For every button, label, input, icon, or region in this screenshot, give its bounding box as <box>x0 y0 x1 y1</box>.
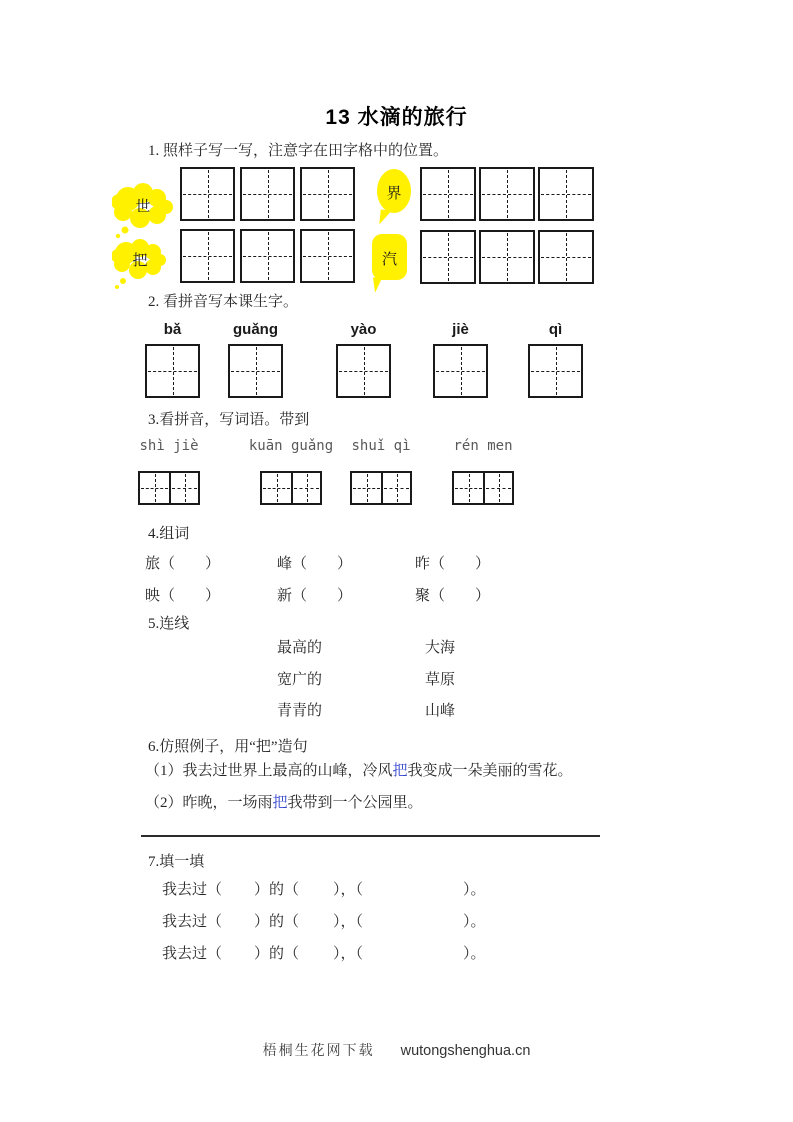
tianzige-box <box>538 230 594 284</box>
tianzige-box <box>240 229 295 283</box>
row-text: 我去过（ <box>162 914 223 930</box>
word-char: 新 <box>277 588 293 604</box>
word-box <box>138 471 200 505</box>
bubble-ba <box>112 238 168 290</box>
pinyin-label: qì <box>548 321 563 338</box>
pinyin-word: shuǐ qì <box>351 438 411 454</box>
tianzige-box <box>180 167 235 221</box>
fill-in-row <box>162 910 486 931</box>
word-form-item <box>415 586 490 606</box>
bubble-qi <box>372 234 407 280</box>
row-text: ）的（ <box>254 882 300 898</box>
word-blank: （ ） <box>292 556 353 572</box>
page-title: 13 水滴的旅行 <box>325 106 468 129</box>
word-char: 昨 <box>415 556 431 572</box>
bubble-shi <box>112 182 174 240</box>
row-text: ），（ <box>333 946 364 962</box>
word-form-item <box>145 586 220 606</box>
row-text: ）。 <box>463 882 486 898</box>
word-form-item <box>277 554 352 574</box>
match-left-item: 最高的 <box>277 640 323 656</box>
word-blank: （ ） <box>160 588 221 604</box>
balloon-tail-icon <box>373 276 385 292</box>
row-text: ），（ <box>333 882 364 898</box>
sentence-text: （2）昨晚，一场雨 <box>145 795 273 811</box>
bubble-jie <box>377 169 411 213</box>
sentence-text: （1）我去过世界上最高的山峰，冷风 <box>145 763 393 779</box>
match-left-item: 青青的 <box>277 703 323 719</box>
section7-heading: 7.填一填 <box>148 854 205 870</box>
tianzige-box <box>300 229 355 283</box>
tianzige-box <box>479 230 535 284</box>
page-footer <box>0 1040 793 1060</box>
tianzige-box <box>538 167 594 221</box>
section5-heading: 5.连线 <box>148 616 190 632</box>
pinyin-label: bǎ <box>163 321 182 338</box>
tianzige-box <box>228 344 283 398</box>
row-text: ），（ <box>333 914 364 930</box>
pinyin-label: yào <box>350 321 377 338</box>
match-right-item: 大海 <box>425 640 456 656</box>
footer-site-name: 梧桐生花网下载 <box>262 1044 375 1059</box>
tianzige-box <box>240 167 295 221</box>
word-blank: （ ） <box>292 588 353 604</box>
example-char-qi: 汽 <box>381 252 397 268</box>
word-char: 峰 <box>277 556 293 572</box>
tianzige-box <box>479 167 535 221</box>
row-text: ）。 <box>463 946 486 962</box>
section-divider <box>141 835 600 837</box>
pinyin-word: rén men <box>453 438 513 454</box>
word-char: 聚 <box>415 588 431 604</box>
tianzige-box <box>145 344 200 398</box>
footer-site-url: wutongshenghua.cn <box>400 1043 531 1059</box>
word-form-item <box>277 586 352 606</box>
example-sentence-1 <box>145 761 573 781</box>
example-char-shi: 世 <box>135 199 151 215</box>
pinyin-label: jiè <box>452 321 469 338</box>
word-form-item <box>145 554 220 574</box>
row-text: 我去过（ <box>162 882 223 898</box>
section2-heading: 2. 看拼音写本课生字。 <box>148 294 299 310</box>
pinyin-word: kuān guǎng <box>248 438 334 454</box>
sentence-text: 我带到一个公园里。 <box>287 795 423 811</box>
pinyin-label: guǎng <box>233 321 278 338</box>
row-text: ）。 <box>463 914 486 930</box>
word-blank: （ ） <box>160 556 221 572</box>
tianzige-box <box>420 230 476 284</box>
word-box <box>260 471 322 505</box>
word-blank: （ ） <box>430 588 491 604</box>
sentence-text: 我变成一朵美丽的雪花。 <box>407 763 573 779</box>
section6-heading: 6.仿照例子，用“把”造句 <box>148 739 308 755</box>
word-box <box>350 471 412 505</box>
row-text: ）的（ <box>254 946 300 962</box>
row-text: ）的（ <box>254 914 300 930</box>
ba-highlight: 把 <box>272 795 288 811</box>
word-char: 旅 <box>145 556 161 572</box>
section1-heading: 1. 照样子写一写，注意字在田字格中的位置。 <box>148 143 449 159</box>
example-sentence-2 <box>145 793 423 813</box>
section3-heading: 3.看拼音，写词语。带到 <box>148 412 310 428</box>
pinyin-word: shì jiè <box>139 438 199 454</box>
tianzige-box <box>420 167 476 221</box>
tianzige-box <box>300 167 355 221</box>
example-char-ba: 把 <box>132 253 148 269</box>
row-text: 我去过（ <box>162 946 223 962</box>
tianzige-box <box>336 344 391 398</box>
word-form-item <box>415 554 490 574</box>
fill-in-row <box>162 942 486 963</box>
tianzige-box <box>528 344 583 398</box>
section4-heading: 4.组词 <box>148 526 190 542</box>
match-left-item: 宽广的 <box>277 672 323 688</box>
match-right-item: 山峰 <box>425 703 456 719</box>
fill-in-row <box>162 878 486 899</box>
word-blank: （ ） <box>430 556 491 572</box>
tianzige-box <box>180 229 235 283</box>
word-box <box>452 471 514 505</box>
example-char-jie: 界 <box>386 186 402 202</box>
word-char: 映 <box>145 588 161 604</box>
balloon-tail-icon <box>379 209 392 225</box>
ba-highlight: 把 <box>392 763 408 779</box>
match-right-item: 草原 <box>425 672 456 688</box>
tianzige-box <box>433 344 488 398</box>
